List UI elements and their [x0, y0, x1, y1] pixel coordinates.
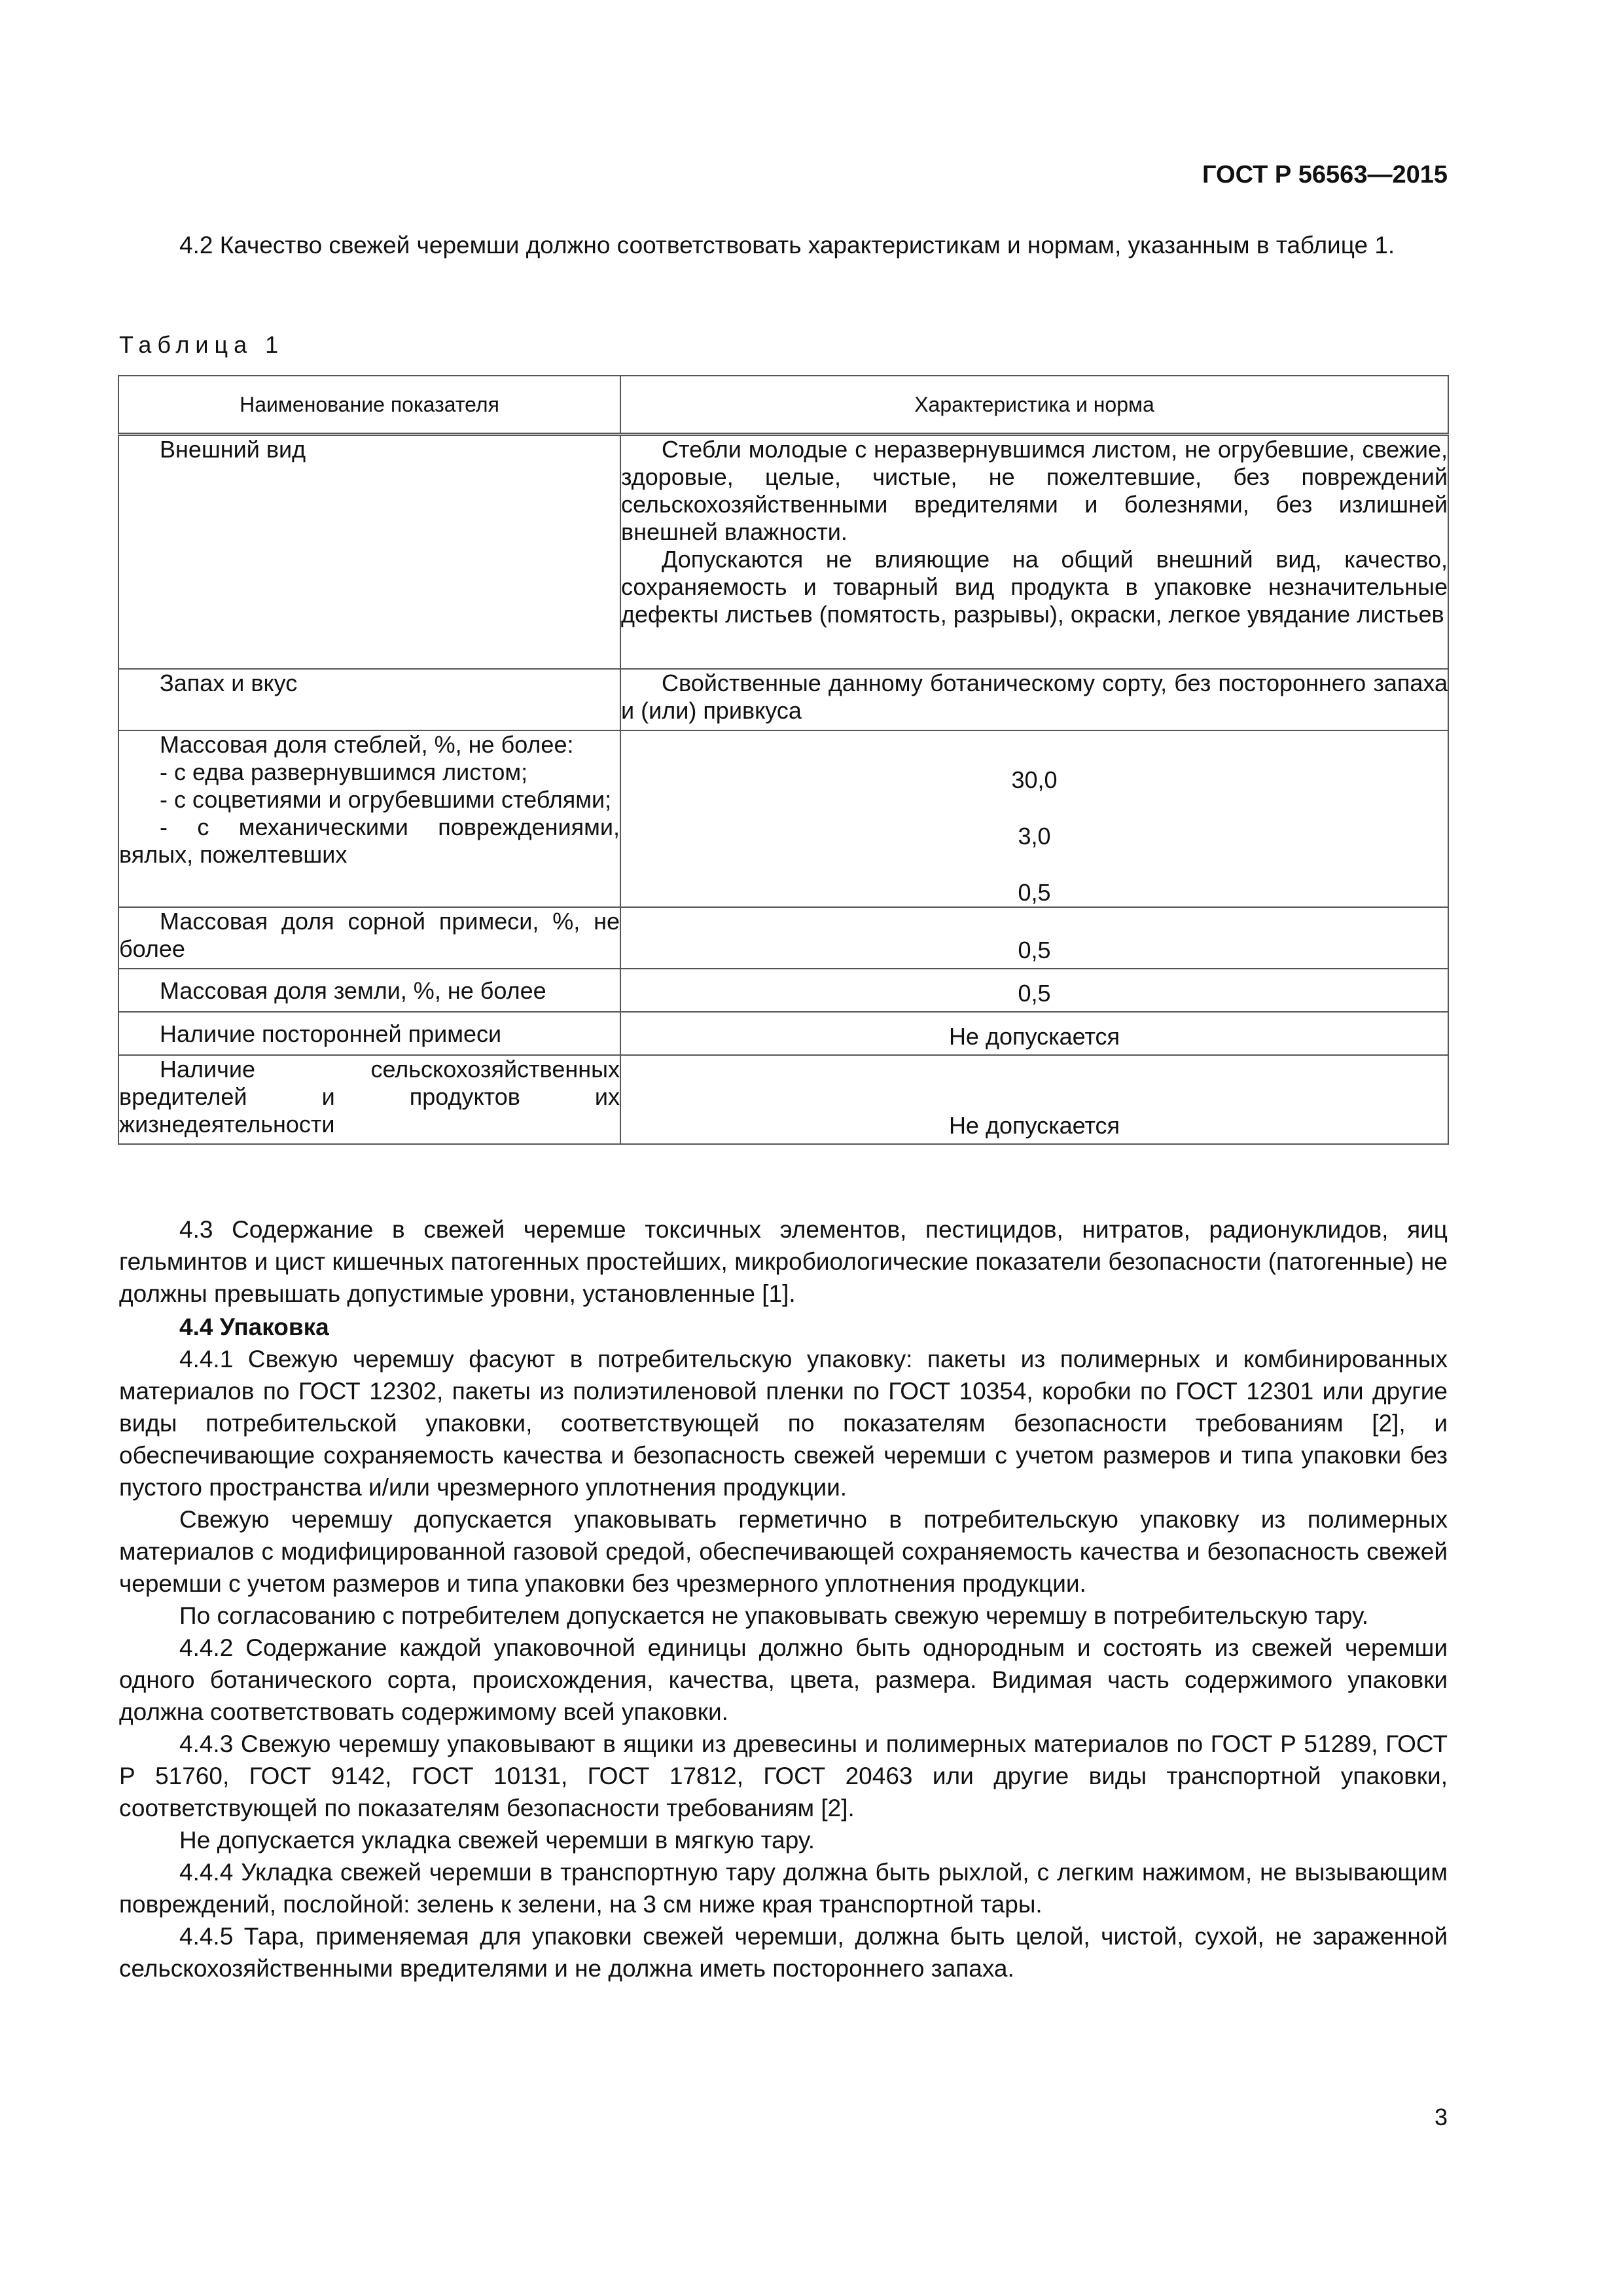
- paragraph-4-4-3-b: Не допускается укладка свежей черемши в мягкую тару.: [179, 1827, 815, 1854]
- paragraph-4-3: 4.3 Содержание в свежей черемше токсичных элементов, пестицидов, нитратов, радионуклидов, яиц гельминтов и цист кишечных патогенных простейших, микробиологические показатели безопасности (патогенные) не должны превышать допустимые уровни, установленные [1].: [119, 1216, 1448, 1307]
- section-4-4-heading: 4.4 Упаковка: [179, 1314, 329, 1340]
- quality-table: [118, 375, 1449, 1145]
- table-row: [118, 907, 1448, 969]
- row-weeds-value: 0,5: [620, 907, 1448, 969]
- row-appearance-value: [620, 435, 1448, 670]
- table-row: [118, 730, 1448, 907]
- stems-sub-3: - с механическими повреждениями, вялых, пожелтевших: [119, 814, 620, 868]
- row-pests-name: Наличие сельскохозяйственных вредителей и продуктов их жизнедеятельности: [118, 1055, 620, 1144]
- row-pests-value: Не допускается: [620, 1055, 1448, 1144]
- paragraph-4-4-1-c: По согласованию с потребителем допускается не упаковывать свежую черемшу в потребительскую тару.: [179, 1602, 1369, 1629]
- row-smell-name: Запах и вкус: [118, 669, 620, 730]
- table-row: [118, 1055, 1448, 1144]
- paragraph-4-4-1: 4.4.1 Свежую черемшу фасуют в потребительскую упаковку: пакеты из полимерных и комбинированных материалов по ГОСТ 12302, пакеты из полиэтиленовой пленки по ГОСТ 10354, коробки по ГОСТ 12301 или другие виды потребительской упаковки, соответствующей по показателям безопасности требованиям [2], и обеспечивающие сохраняемость качества и безопасность свежей черемши с учетом размеров и типа упаковки без пустого пространства и/или чрезмерного уплотнения продукции.: [119, 1346, 1448, 1501]
- appearance-allowance-text: Допускаются не влияющие на общий внешний вид, качество, сохраняемость и товарный вид продукта в упаковке незначительные дефекты листьев (помятость, разрывы), окраски, легкое увядание листьев: [621, 546, 1448, 628]
- row-smell-value: [620, 669, 1448, 730]
- paragraph-4-4-3: 4.4.3 Свежую черемшу упаковывают в ящики из древесины и полимерных материалов по ГОСТ Р 51289, ГОСТ Р 51760, ГОСТ 9142, ГОСТ 10131, ГОСТ 17812, ГОСТ 20463 или другие виды транспортной упаковки, соответствующей по показателям безопасности требованиям [2].: [119, 1731, 1448, 1821]
- body-text: [119, 1213, 1448, 1984]
- row-weeds-name: Массовая доля сорной примеси, %, не более: [118, 907, 620, 969]
- paragraph-4-4-1-b: Свежую черемшу допускается упаковывать герметично в потребительскую упаковку из полимерных материалов с модифицированной газовой средой, обеспечивающей сохраняемость качества и безопасность свежей черемши с учетом размеров и типа упаковки без чрезмерного уплотнения продукции.: [119, 1506, 1448, 1597]
- page-number: 3: [1434, 2104, 1448, 2130]
- table-caption: Таблица 1: [119, 331, 285, 358]
- stems-sub-2: - с соцветиями и огрубевшими стеблями;: [160, 786, 612, 813]
- row-stems-name: [118, 730, 620, 907]
- smell-norm-text: Свойственные данному ботаническому сорту, без постороннего запаха и (или) привкуса: [621, 670, 1448, 724]
- header-indicator: Наименование показателя: [118, 376, 620, 435]
- table-header-row: [118, 376, 1448, 435]
- table-row: [118, 669, 1448, 730]
- row-foreign-name: Наличие посторонней примеси: [118, 1012, 620, 1055]
- row-stems-values: [620, 730, 1448, 907]
- paragraph-4-4-5: 4.4.5 Тара, применяемая для упаковки свежей черемши, должна быть целой, чистой, сухой, не зараженной сельскохозяйственными вредителями и не должна иметь постороннего запаха.: [119, 1923, 1448, 1982]
- header-norm: Характеристика и норма: [620, 376, 1448, 435]
- row-foreign-value: Не допускается: [620, 1012, 1448, 1055]
- paragraph-4-4-4: 4.4.4 Укладка свежей черемши в транспортную тару должна быть рыхлой, с легким нажимом, не вызывающим повреждений, послойной: зелень к зелени, на 3 см ниже края транспортной тары.: [119, 1859, 1448, 1918]
- stems-sub-1: - с едва развернувшимся листом;: [160, 759, 528, 785]
- stems-value-3: 0,5: [1018, 879, 1051, 906]
- stems-value-1: 30,0: [1011, 766, 1058, 793]
- row-soil-name: Массовая доля земли, %, не более: [118, 969, 620, 1012]
- stems-value-2: 3,0: [1018, 823, 1051, 850]
- standard-header: ГОСТ Р 56563—2015: [1202, 161, 1448, 188]
- table-row: [118, 435, 1448, 670]
- table-row: [118, 969, 1448, 1012]
- row-soil-value: 0,5: [620, 969, 1448, 1012]
- row-appearance-name: Внешний вид: [118, 435, 620, 670]
- paragraph-4-2: 4.2 Качество свежей черемши должно соответствовать характеристикам и нормам, указанным в таблице 1.: [179, 232, 1395, 259]
- table-row: [118, 1012, 1448, 1055]
- paragraph-4-4-2: 4.4.2 Содержание каждой упаковочной единицы должно быть однородным и состоять из свежей черемши одного ботанического сорта, происхождения, качества, цвета, размера. Видимая часть содержимого упаковки должна соответствовать содержимому всей упаковки.: [119, 1634, 1448, 1725]
- stems-title: Массовая доля стеблей, %, не более:: [160, 731, 574, 758]
- appearance-norm-text: Стебли молодые с неразвернувшимся листом, не огрубевшие, свежие, здоровые, целые, чистые, не пожелтевшие, без повреждений сельскохозяйственными вредителями и болезнями, без излишней внешней влажности.: [621, 436, 1448, 545]
